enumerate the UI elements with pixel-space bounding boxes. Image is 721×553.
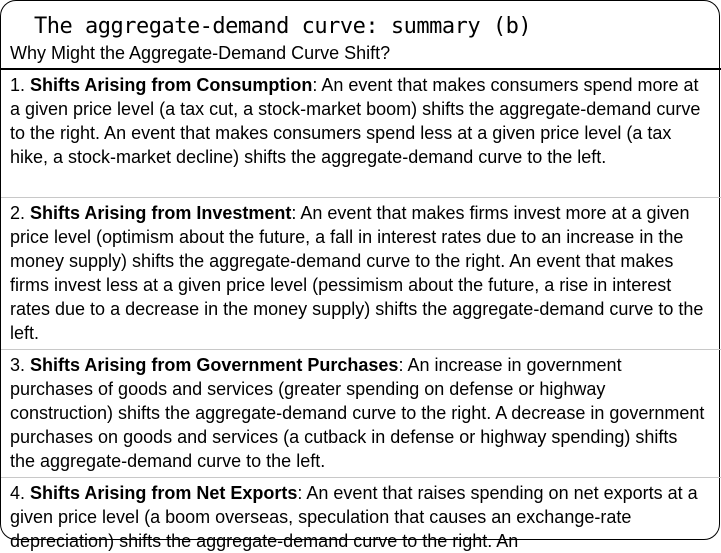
- item-number: 2.: [10, 203, 31, 223]
- list-item-consumption: [10, 73, 706, 169]
- item-separator: [1, 197, 721, 198]
- item-body: : An event that raises spending on net exports at a given price level (a boom overseas, speculation that causes an exchange-rate depreciation) shifts the aggregate-demand curve to the right. An: [10, 483, 698, 551]
- item-heading: Shifts Arising from Net Exports: [30, 483, 298, 503]
- item-body: : An event that makes firms invest more at a given price level (optimism about the future, a fall in interest rates due to an increase in the money supply) shifts the aggregate-demand curve to the right. An event that makes firms invest less at a given price level (pessimism about the future, a rise in interest rates due to a decrease in the money supply) shifts the aggregate-demand curve to the left.: [10, 203, 704, 343]
- item-body: : An increase in government purchases of goods and services (greater spending on defense or highway construction) shifts the aggregate-demand curve to the right. A decrease in government purchases on goods and services (a cutback in defense or highway spending) shifts the aggregate-demand curve to the left.: [10, 355, 705, 471]
- item-number: 3.: [10, 355, 31, 375]
- item-heading: Shifts Arising from Consumption: [30, 75, 313, 95]
- item-body: : An event that makes consumers spend more at a given price level (a tax cut, a stock-market boom) shifts the aggregate-demand curve to the right. An event that makes consumers spend less at a given price level (a tax hike, a stock-market decline) shifts the aggregate-demand curve to the left.: [10, 75, 701, 167]
- item-heading: Shifts Arising from Investment: [30, 203, 292, 223]
- item-heading: Shifts Arising from Government Purchases: [30, 355, 399, 375]
- item-separator: [1, 477, 721, 478]
- item-number: 1.: [10, 75, 31, 95]
- item-number: 4.: [10, 483, 31, 503]
- slide-subtitle: Why Might the Aggregate-Demand Curve Shift?: [10, 43, 391, 63]
- list-item-investment: [10, 201, 706, 345]
- slide-title: The aggregate-demand curve: summary (b): [34, 14, 532, 39]
- item-separator: [1, 349, 721, 350]
- list-item-government-purchases: [10, 353, 706, 473]
- list-item-net-exports: [10, 481, 706, 553]
- title-divider: [1, 68, 721, 70]
